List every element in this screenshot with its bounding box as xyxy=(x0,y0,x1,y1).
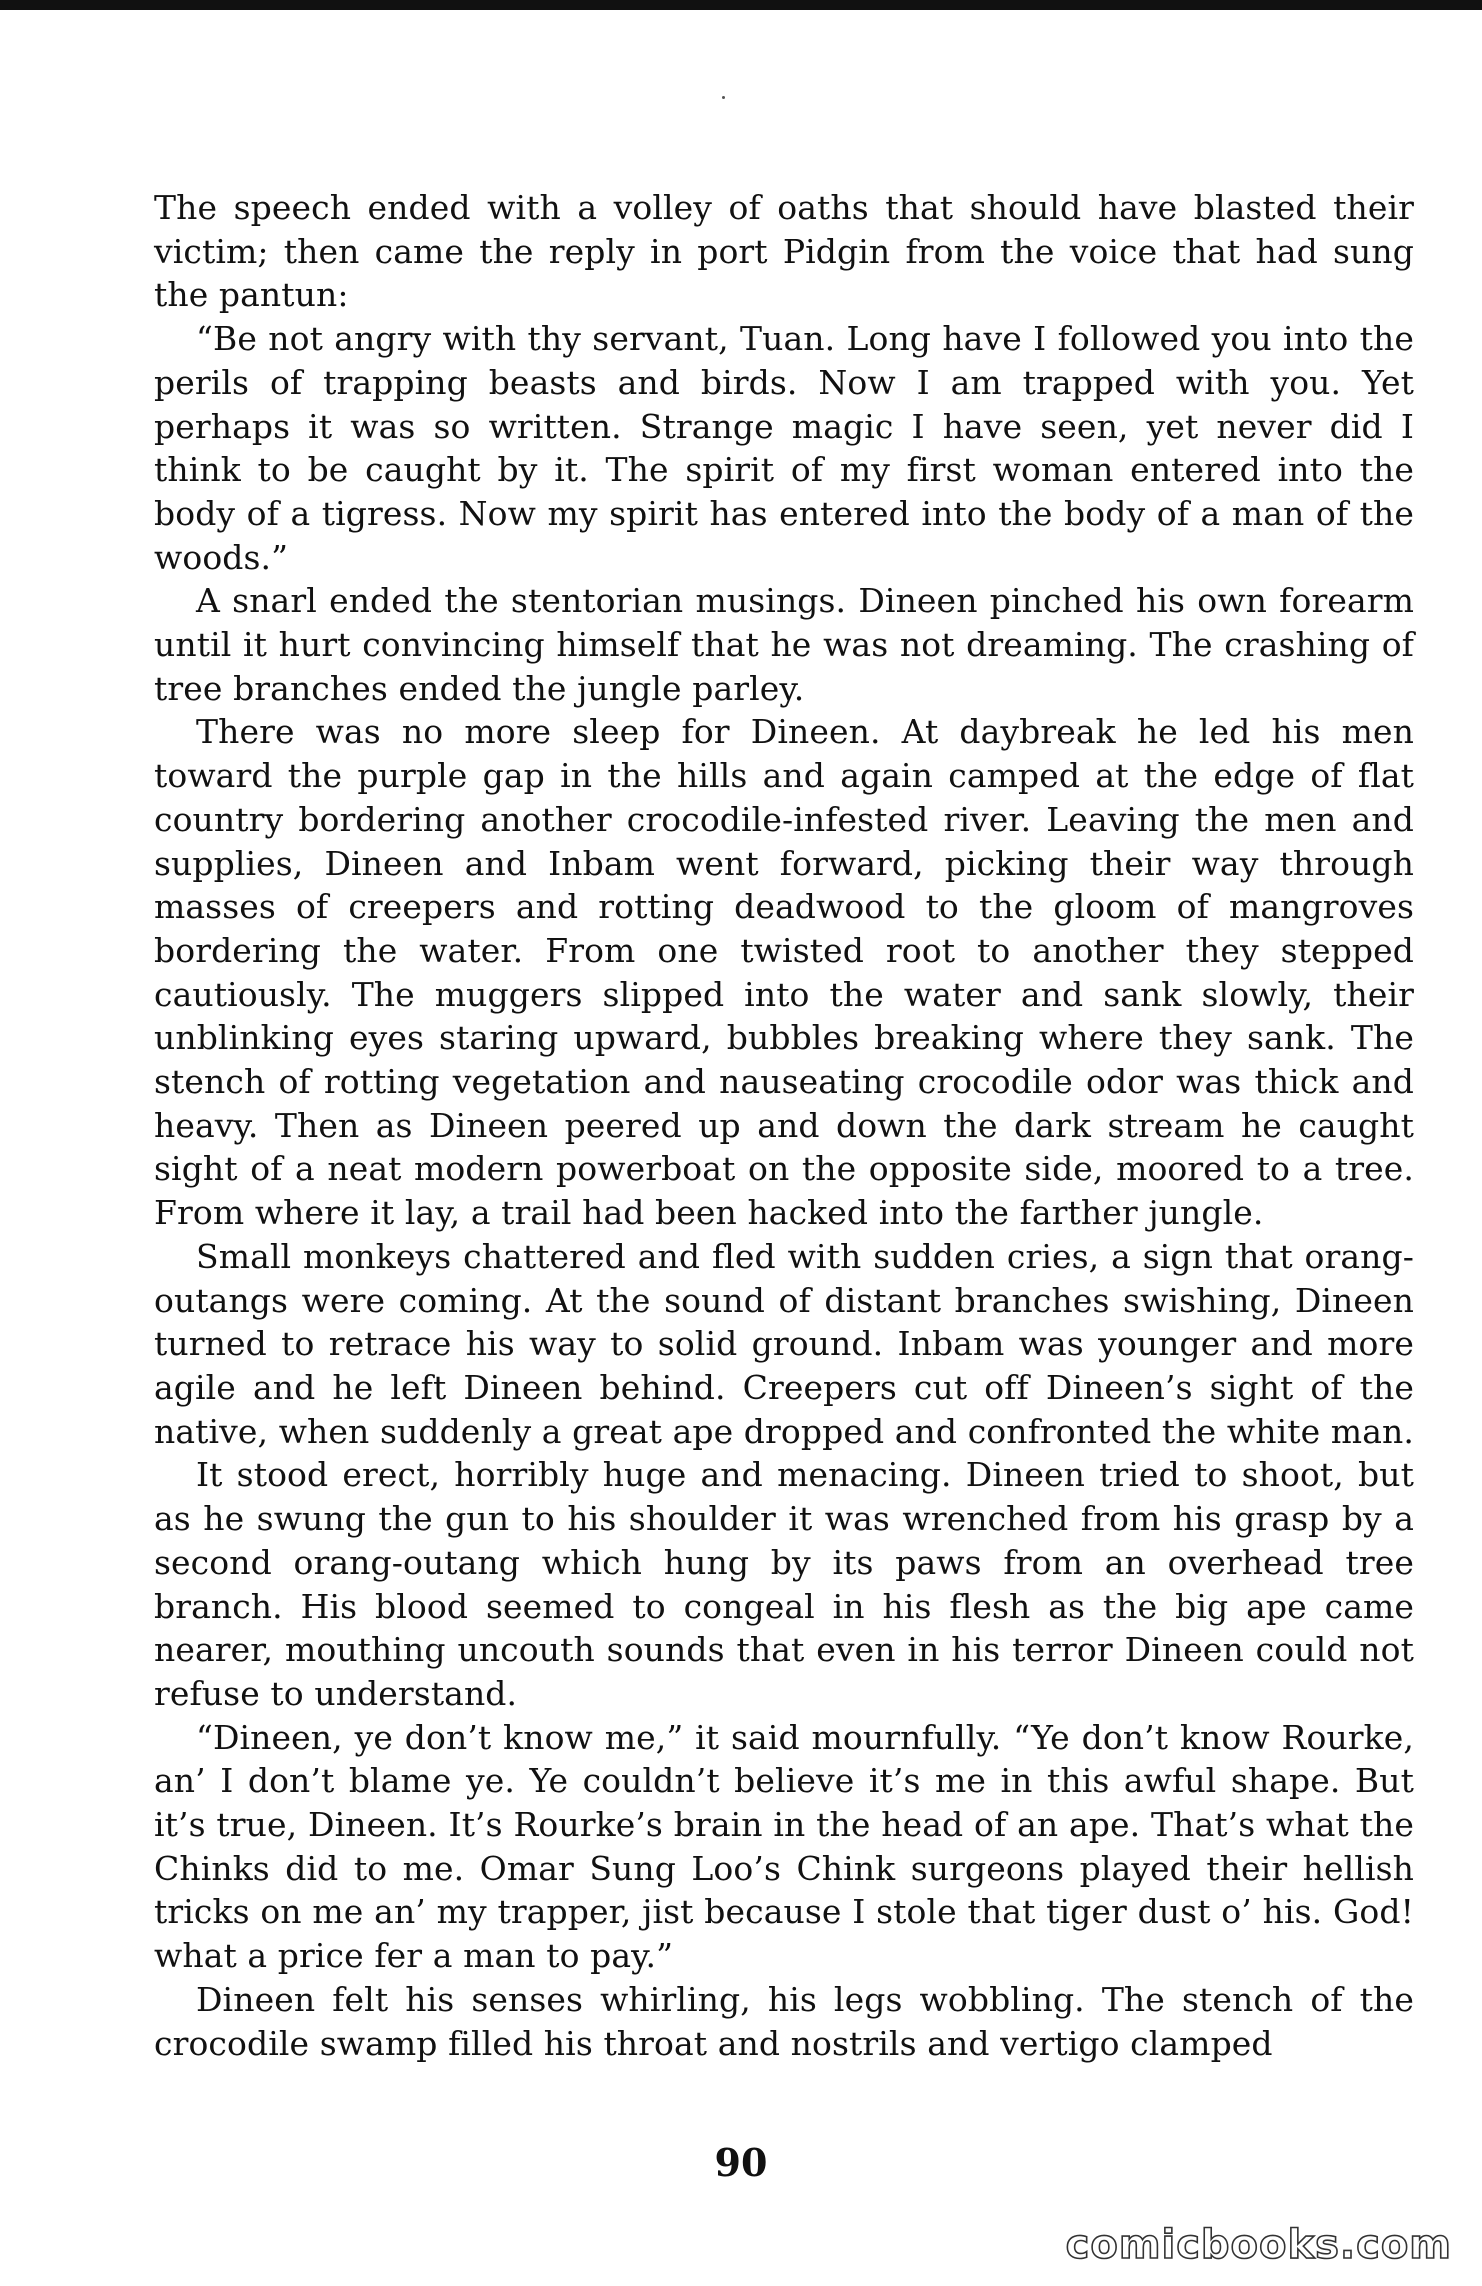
paragraph: Dineen felt his senses whirling, his legs wobbling. The stench of the crocodile swamp filled his throat and nostrils and vertigo clamped xyxy=(154,1979,1414,2063)
top-border xyxy=(0,0,1482,10)
paragraph: Small monkeys chattered and fled with sudden cries, a sign that orang-outangs were coming. At the sound of distant branches swishing, Dineen turned to retrace his way to solid ground. Inbam was younger and more agile and he left Dineen behind. Creepers cut off Dineen’s sight of the native, when suddenly a great ape dropped and confronted the white man. xyxy=(154,1236,1414,1451)
body-text xyxy=(154,186,1414,2065)
site-watermark: comicbooks.com xyxy=(1065,2222,1452,2268)
paragraph: “Be not angry with thy servant, Tuan. Long have I followed you into the perils of trapping beasts and birds. Now I am trapped with you. Yet perhaps it was so written. Strange magic I have seen, yet never did I think to be caught by it. The spirit of my first woman entered into the body of a tigress. Now my spirit has entered into the body of a man of the woods.” xyxy=(154,319,1414,577)
paragraph: There was no more sleep for Dineen. At daybreak he led his men toward the purple gap in the hills and again camped at the edge of flat country bordering another crocodile-infested river. Leaving the men and supplies, Dineen and Inbam went forward, picking their way through masses of creepers and rotting deadwood to the gloom of mangroves bordering the water. From one twisted root to another they stepped cautiously. The muggers slipped into the water and sank slowly, their unblinking eyes staring upward, bubbles breaking where they sank. The stench of rotting vegetation and nauseating crocodile odor was thick and heavy. Then as Dineen peered up and down the dark stream he caught sight of a neat modern powerboat on the opposite side, moored to a tree. From where it lay, a trail had been hacked into the farther jungle. xyxy=(154,712,1414,1233)
paragraph: The speech ended with a volley of oaths that should have blasted their victim; then came the reply in port Pidgin from the voice that had sung the pantun: xyxy=(154,188,1414,315)
page-speck xyxy=(722,96,725,99)
paragraph: A snarl ended the stentorian musings. Dineen pinched his own forearm until it hurt convincing himself that he was not dreaming. The crashing of tree branches ended the jungle parley. xyxy=(154,581,1414,708)
paragraph: “Dineen, ye don’t know me,” it said mournfully. “Ye don’t know Rourke, an’ I don’t blame ye. Ye couldn’t believe it’s me in this awful shape. But it’s true, Dineen. It’s Rourke’s brain in the head of an ape. That’s what the Chinks did to me. Omar Sung Loo’s Chink surgeons played their hellish tricks on me an’ my trapper, jist because I stole that tiger dust o’ his. God! what a price fer a man to pay.” xyxy=(154,1717,1414,1976)
paragraph: It stood erect, horribly huge and menacing. Dineen tried to shoot, but as he swung the gun to his shoulder it was wrenched from his grasp by a second orang-outang which hung by its paws from an overhead tree branch. His blood seemed to congeal in his flesh as the big ape came nearer, mouthing uncouth sounds that even in his terror Dineen could not refuse to understand. xyxy=(154,1455,1414,1713)
page-number: 90 xyxy=(714,2140,768,2185)
